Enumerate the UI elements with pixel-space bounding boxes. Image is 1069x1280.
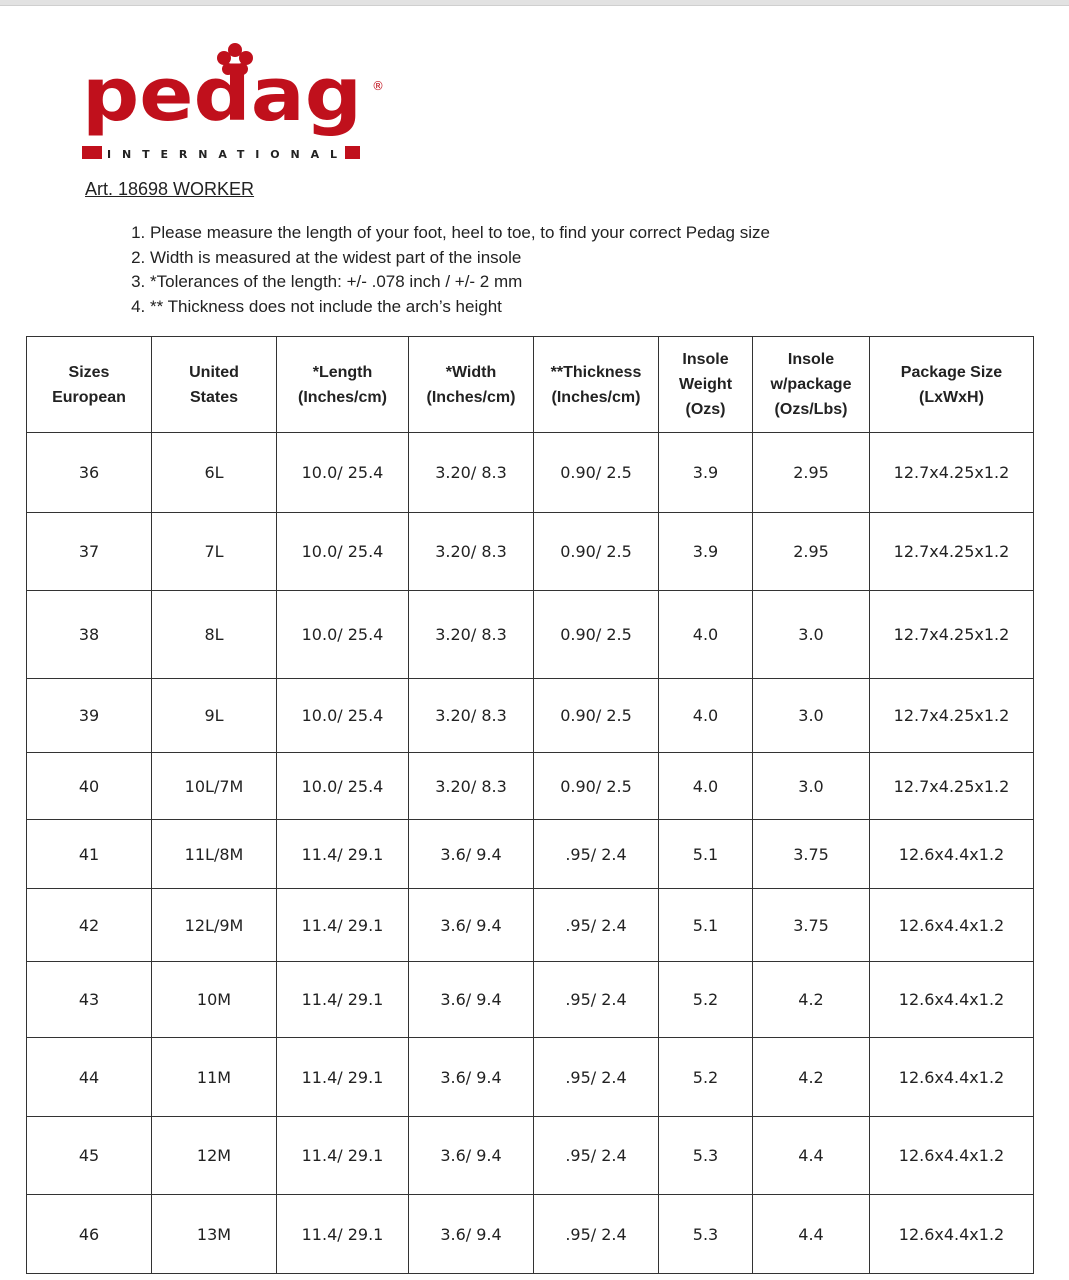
table-cell: 3.20/ 8.3 xyxy=(409,591,534,679)
table-cell: 11.4/ 29.1 xyxy=(277,889,409,962)
table-row xyxy=(27,820,1034,889)
size-chart-table xyxy=(26,336,1034,1274)
table-cell: 4.4 xyxy=(753,1195,870,1274)
table-cell: .95/ 2.4 xyxy=(534,962,659,1038)
column-header-line: (LxWxH) xyxy=(919,388,984,406)
column-header-line: (Ozs/Lbs) xyxy=(774,401,848,418)
table-cell: 12.7x4.25x1.2 xyxy=(870,433,1034,513)
table-cell: .95/ 2.4 xyxy=(534,1038,659,1117)
table-cell: 3.75 xyxy=(753,889,870,962)
table-cell: 39 xyxy=(27,679,152,753)
table-cell: 11M xyxy=(152,1038,277,1117)
table-cell: 3.6/ 9.4 xyxy=(409,962,534,1038)
table-cell: 5.1 xyxy=(659,889,753,962)
table-row xyxy=(27,753,1034,820)
table-cell: 12L/9M xyxy=(152,889,277,962)
table-cell: 0.90/ 2.5 xyxy=(534,679,659,753)
table-cell: .95/ 2.4 xyxy=(534,1195,659,1274)
table-cell: 42 xyxy=(27,889,152,962)
table-cell: 11.4/ 29.1 xyxy=(277,1195,409,1274)
table-cell: 3.20/ 8.3 xyxy=(409,753,534,820)
table-cell: 12.7x4.25x1.2 xyxy=(870,513,1034,591)
table-cell: 38 xyxy=(27,591,152,679)
table-cell: 0.90/ 2.5 xyxy=(534,513,659,591)
table-cell: 10M xyxy=(152,962,277,1038)
instruction-item: 1. Please measure the length of your foot, heel to toe, to find your correct Pedag size xyxy=(150,221,770,246)
table-row xyxy=(27,1038,1034,1117)
table-cell: 13M xyxy=(152,1195,277,1274)
table-row xyxy=(27,591,1034,679)
table-cell: 3.6/ 9.4 xyxy=(409,1117,534,1195)
column-header xyxy=(27,337,152,433)
table-row xyxy=(27,1117,1034,1195)
table-cell: 3.20/ 8.3 xyxy=(409,679,534,753)
column-header xyxy=(152,337,277,433)
table-cell: 43 xyxy=(27,962,152,1038)
table-cell: 10.0/ 25.4 xyxy=(277,679,409,753)
column-header-line: (Inches/cm) xyxy=(298,388,387,406)
table-cell: 11.4/ 29.1 xyxy=(277,1038,409,1117)
column-header-line: Package Size xyxy=(900,363,1003,381)
table-cell: 7L xyxy=(152,513,277,591)
column-header-line: European xyxy=(52,388,126,406)
table-cell: 12.7x4.25x1.2 xyxy=(870,679,1034,753)
column-header-line: Insole xyxy=(787,351,835,368)
column-header-line: *Width xyxy=(445,363,497,381)
logo-subtitle: INTERNATIONAL xyxy=(107,148,337,161)
logo-wordmark: pedag xyxy=(82,52,362,138)
table-cell: 3.9 xyxy=(659,433,753,513)
table-cell: 12.6x4.4x1.2 xyxy=(870,889,1034,962)
table-cell: 12.6x4.4x1.2 xyxy=(870,1195,1034,1274)
table-row xyxy=(27,1195,1034,1274)
instruction-item: 4. ** Thickness does not include the arch’s height xyxy=(150,295,770,320)
table-cell: 3.20/ 8.3 xyxy=(409,433,534,513)
table-row xyxy=(27,679,1034,753)
table-cell: 11.4/ 29.1 xyxy=(277,820,409,889)
table-cell: 12.7x4.25x1.2 xyxy=(870,591,1034,679)
instruction-item: 3. *Tolerances of the length: +/- .078 inch / +/- 2 mm xyxy=(150,270,770,295)
table-cell: 4.2 xyxy=(753,1038,870,1117)
table-header-row xyxy=(27,337,1034,433)
table-cell: 11.4/ 29.1 xyxy=(277,962,409,1038)
table-cell: 36 xyxy=(27,433,152,513)
table-cell: 11L/8M xyxy=(152,820,277,889)
table-cell: 12M xyxy=(152,1117,277,1195)
table-cell: 10.0/ 25.4 xyxy=(277,433,409,513)
article-title: Art. 18698 WORKER xyxy=(85,179,255,199)
column-header-line: Insole xyxy=(682,351,729,368)
table-cell: 4.0 xyxy=(659,679,753,753)
table-cell: 3.6/ 9.4 xyxy=(409,1195,534,1274)
table-cell: 8L xyxy=(152,591,277,679)
pedag-logo xyxy=(80,40,390,165)
table-cell: 5.3 xyxy=(659,1117,753,1195)
table-cell: 2.95 xyxy=(753,433,870,513)
table-cell: 10.0/ 25.4 xyxy=(277,513,409,591)
column-header-line: (Ozs) xyxy=(685,401,726,418)
table-cell: .95/ 2.4 xyxy=(534,1117,659,1195)
instructions-list xyxy=(118,221,770,319)
table-cell: 40 xyxy=(27,753,152,820)
table-cell: 10.0/ 25.4 xyxy=(277,753,409,820)
table-cell: 10L/7M xyxy=(152,753,277,820)
table-cell: 12.6x4.4x1.2 xyxy=(870,1038,1034,1117)
column-header xyxy=(659,337,753,433)
column-header-line: Weight xyxy=(678,376,733,393)
table-cell: 11.4/ 29.1 xyxy=(277,1117,409,1195)
registered-mark: ® xyxy=(372,79,384,93)
column-header xyxy=(277,337,409,433)
table-cell: 3.0 xyxy=(753,679,870,753)
table-cell: 41 xyxy=(27,820,152,889)
instruction-item: 2. Width is measured at the widest part of the insole xyxy=(150,246,770,271)
table-row xyxy=(27,889,1034,962)
table-cell: 5.2 xyxy=(659,962,753,1038)
table-cell: 4.0 xyxy=(659,753,753,820)
table-cell: 37 xyxy=(27,513,152,591)
column-header-line: (Inches/cm) xyxy=(551,388,641,406)
table-cell: .95/ 2.4 xyxy=(534,820,659,889)
column-header xyxy=(409,337,534,433)
table-cell: 12.6x4.4x1.2 xyxy=(870,962,1034,1038)
table-cell: 3.6/ 9.4 xyxy=(409,820,534,889)
table-cell: 6L xyxy=(152,433,277,513)
table-cell: 3.6/ 9.4 xyxy=(409,889,534,962)
table-cell: .95/ 2.4 xyxy=(534,889,659,962)
table-cell: 10.0/ 25.4 xyxy=(277,591,409,679)
column-header-line: United xyxy=(189,363,239,381)
table-cell: 5.2 xyxy=(659,1038,753,1117)
table-cell: 12.6x4.4x1.2 xyxy=(870,1117,1034,1195)
column-header-line: (Inches/cm) xyxy=(426,388,516,406)
table-cell: 3.75 xyxy=(753,820,870,889)
table-row xyxy=(27,962,1034,1038)
window-top-edge xyxy=(0,0,1069,6)
table-row xyxy=(27,433,1034,513)
table-cell: 44 xyxy=(27,1038,152,1117)
column-header xyxy=(753,337,870,433)
table-cell: 3.0 xyxy=(753,753,870,820)
table-cell: 9L xyxy=(152,679,277,753)
column-header-line: *Length xyxy=(312,363,373,381)
table-cell: 3.20/ 8.3 xyxy=(409,513,534,591)
column-header-line: **Thickness xyxy=(550,363,642,381)
column-header xyxy=(534,337,659,433)
table-cell: 45 xyxy=(27,1117,152,1195)
table-cell: 12.7x4.25x1.2 xyxy=(870,753,1034,820)
table-cell: 4.0 xyxy=(659,591,753,679)
table-cell: 3.6/ 9.4 xyxy=(409,1038,534,1117)
column-header xyxy=(870,337,1034,433)
table-cell: 3.9 xyxy=(659,513,753,591)
table-cell: 4.2 xyxy=(753,962,870,1038)
table-cell: 5.1 xyxy=(659,820,753,889)
table-cell: 0.90/ 2.5 xyxy=(534,433,659,513)
table-cell: 0.90/ 2.5 xyxy=(534,591,659,679)
column-header-line: w/package xyxy=(770,376,852,393)
table-row xyxy=(27,513,1034,591)
table-cell: 0.90/ 2.5 xyxy=(534,753,659,820)
table-cell: 12.6x4.4x1.2 xyxy=(870,820,1034,889)
table-cell: 46 xyxy=(27,1195,152,1274)
column-header-line: States xyxy=(189,388,239,406)
table-cell: 4.4 xyxy=(753,1117,870,1195)
column-header-line: Sizes xyxy=(68,363,110,381)
table-cell: 3.0 xyxy=(753,591,870,679)
table-cell: 2.95 xyxy=(753,513,870,591)
table-cell: 5.3 xyxy=(659,1195,753,1274)
